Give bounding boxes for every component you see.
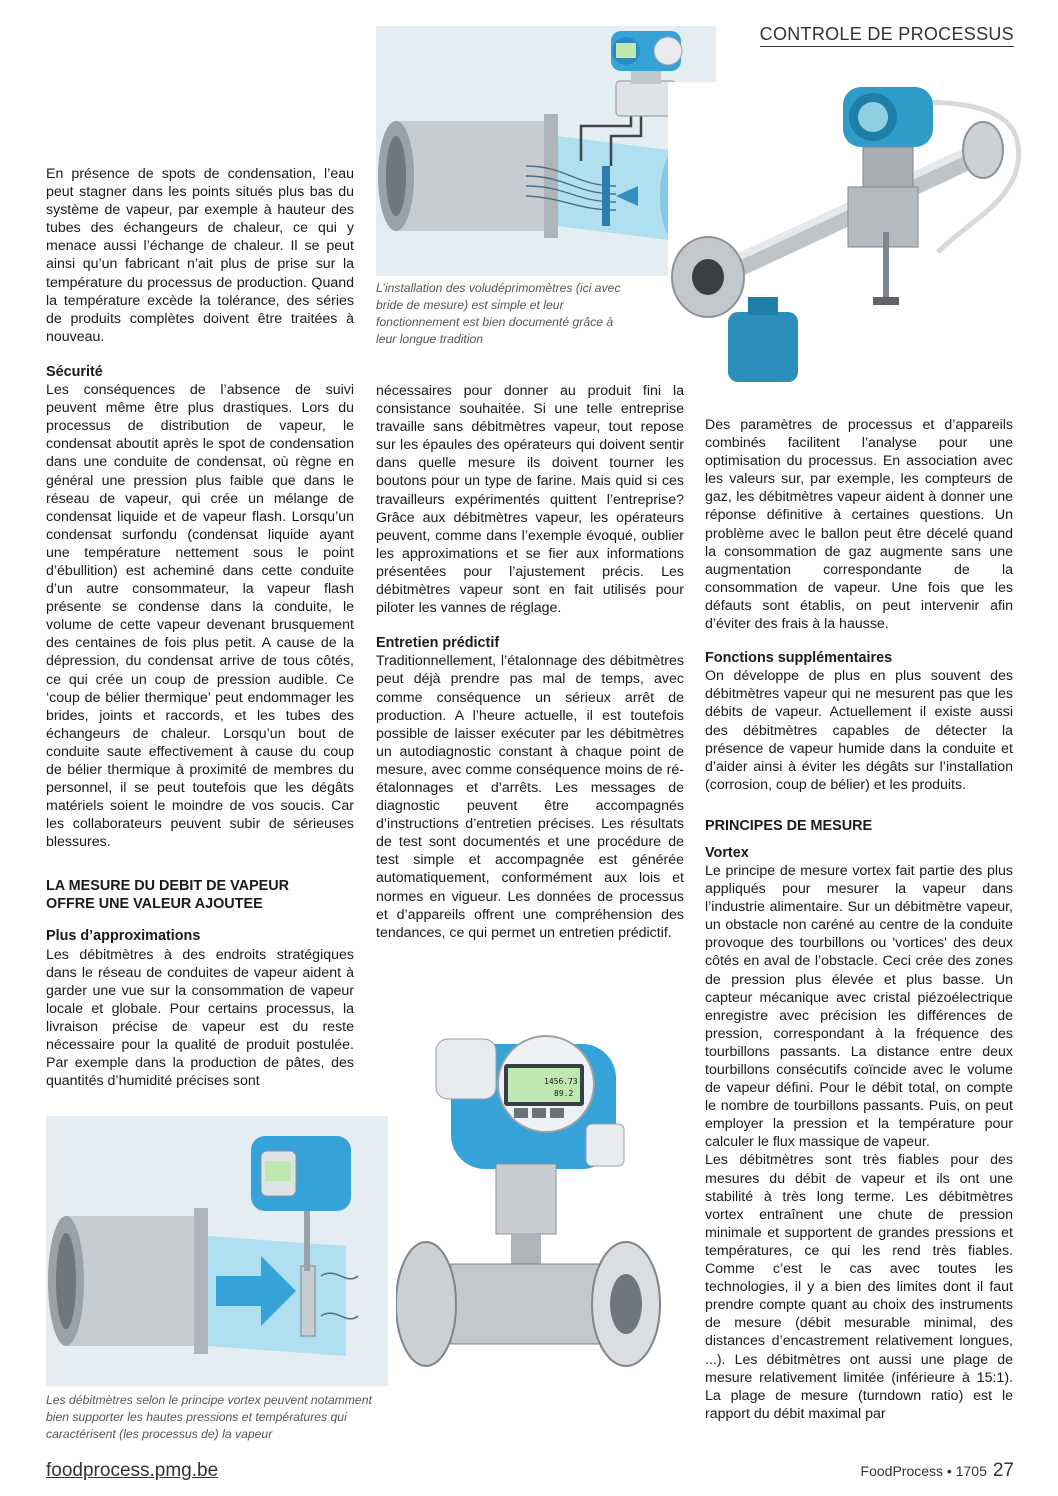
vortex-paragraph-1: Le principe de mesure vortex fait partie des plus appliqués pour mesurer la vapeur dans l’industrie alimentaire. Sur un débitmètre vapeur, un obstacle non caréné au centre de la conduite provoque des tourbillons ou 'vortices' des deux côtés en aval de l’obstacle. Ceci crée des zones de pression plus élevée et plus basse. Un capteur mécanique avec cristal piézoélectrique enregistre avec précision les différences de pression, correspondant à la fréquence des tourbillons passants. La distance entre deux tourbillons consécutifs coïncide avec le volume de vapeur défini. Pour le débit total, on compte le nombre de tourbillons passants. Puis, on peut employer la pression et la température pour calculer le flux massique de vapeur.: [705, 862, 1013, 1151]
vortex-flowmeter-photo: [396, 1024, 666, 1424]
footer-website-link[interactable]: foodprocess.pmg.be: [46, 1460, 219, 1481]
securite-heading: Sécurité: [46, 363, 103, 380]
display-reading-1: 1456.73: [544, 1077, 578, 1086]
principes-heading: PRINCIPES DE MESURE: [705, 817, 873, 834]
column-1: [46, 165, 354, 1090]
approximations-paragraph: Les débitmètres à des endroits stratégiques dans le réseau de conduites de vapeur aident à garder une vue sur la consommation de vapeur locale et globale. Pour certains processus, la livraison précise de vapeur est du reste nécessaire pour la qualité de produit postulée. Par exemple dans la production de pâtes, des quantités d’humidité précises sont: [46, 946, 354, 1090]
col3-continuation-paragraph: Des paramètres de processus et d’appareils combinés facilitent l’analyse pour une optimisation du processus. En association avec les valeurs sur, par exemple, les compteurs de gaz, les débitmètres vapeur aident à donner une réponse définitive à certaines questions. Un problème avec le ballon peut être décelé quand la consommation de gaz augmente sans une augmentation correspondante de la consommation de vapeur. Une fois que les défauts sont établis, on peut intervenir afin d’éviter des frais à la hausse.: [705, 417, 1013, 633]
top-image-caption: L’installation des voludéprimomètres (ici avec bride de mesure) est simple et leur fonctionnement est bien documenté grâce à leur longue tradition: [376, 281, 621, 346]
approximations-heading: Plus d’approximations: [46, 928, 201, 945]
fonctions-heading: Fonctions supplémentaires: [705, 650, 893, 667]
bottom-image-caption: Les débitmètres selon le principe vortex peuvent notamment bien supporter les hautes pressions et températures qui caractérisent (les processus de) la vapeur: [46, 1393, 372, 1441]
column-3: [705, 416, 1013, 1423]
intro-paragraph: En présence de spots de condensation, l’eau peut stagner dans les points situés plus bas du système de vapeur, par exemple à hauteur des tubes des échangeurs de chaleur, ce qui y menace aussi l’échange de chaleur. Il se peut ainsi qu’un fabricant n’ait plus de prise sur la température du processus de production. Quand la température excède la tolérance, des séries de produits complètes doivent être traitées à nouveau.: [46, 166, 354, 345]
fonctions-paragraph: On développe de plus en plus souvent des débitmètres vapeur qui ne mesurent pas que les débits de vapeur. Actuellement il existe aussi des débitmètres capables de détecter la présence de vapeur humide dans la conduite et d’aider ainsi à éviter les dégâts sur l’installation (corrosion, coup de bélier) et les produits.: [705, 668, 1013, 793]
vortex-diagram: [46, 1116, 388, 1386]
entretien-paragraph: Traditionnellement, l’étalonnage des débitmètres peut déjà prendre pas mal de temps, avec comme conséquence un sérieux arrêt de production. A l’heure actuelle, il est toutefois possible de laisser exécuter par les débitmètres un autodiagnostic constant à chaque point de mesure, avec comme conséquence moins de ré-étalonnages et d’arrêts. Les messages de diagnostic peuvent être accompagnés d’instructions d’entretien précises. Les résultats de test sont documentés et une procédure de test simple et accompagnée est générée automatiquement, conformément aux lois et normes en vigueur. Les données de processus et d’appareils offrent une compréhension des tendances, ce qui permet un entretien prédictif.: [376, 653, 684, 941]
section-header: CONTROLE DE PROCESSUS: [760, 24, 1014, 47]
securite-paragraph: Les conséquences de l’absence de suivi peuvent même être plus drastiques. Lors du processus de distribution de vapeur, le condensat aboutit après le spot de condensation dans une conduite de condensat, où règne en général une pression plus faible que dans le réseau de vapeur, qui crée un mélange de condensat liquide et de vapeur flash. Lorsqu’un condensat surfondu (condensat liquide ayant une température nettement sous le point d’ébullition) est acheminé dans cette conduite d’un autre consommateur, la vapeur flash présente se condense dans la conduite, le volume de cette vapeur devenant brusquement des centaines de fois plus petit. A cause de la dépression, du condensat arrive de tous côtés, ce qui crée un coup de pression audible. Ce ‘coup de bélier thermique’ peut endommager les brides, joints et raccords, et les tubes des échangeurs de chaleur. Lorsqu’un bout de conduite saute effectivement à cause du coup de bélier thermique à proximité de membres du personnel, il se peut toutefois que les dégâts matériels soient le moindre de vos soucis. Car les collaborateurs peuvent subir de sérieuses blessures.: [46, 382, 354, 851]
dp-transmitter-photo: [668, 82, 1040, 392]
section-heading-line-1: LA MESURE DU DEBIT DE VAPEUR: [46, 878, 290, 895]
entretien-heading: Entretien prédictif: [376, 635, 500, 652]
vortex-paragraph-2: Les débitmètres sont très fiables pour des mesures du débit de vapeur et ils ont une stabilité à très long terme. Les débitmètres vortex entraînent une chute de pression minimale et supportent de grandes pressions et températures, ce qui les rend très fiables. Comme c’est le cas avec toutes les technologies, il y a bien des limites dont il faut prendre compte quant au choix des instruments de mesure (débit mesurable minimal, des distances d’encastrement relativement longues, ...). Les débitmètres ont aussi une plage de mesure relativement limitée (inférieure à 15:1). La plage de mesure (turndown ratio) est le rapport du débit maximal par: [705, 1152, 1013, 1422]
orifice-diagram: [376, 26, 716, 276]
display-reading-2: 89.2: [554, 1089, 574, 1098]
footer-publication: [861, 1460, 1014, 1482]
section-heading-line-2: OFFRE UNE VALEUR AJOUTEE: [46, 896, 263, 913]
col2-continuation-paragraph: nécessaires pour donner au produit fini la consistance souhaitée. Si une telle entreprise travaille sans débitmètres vapeur, tout repose sur les épaules des opérateurs qui doivent sentir dans quelle mesure ils doivent tourner les boutons pour un type de farine. Mais quid si ces travailleurs expérimentés quittent l’entreprise? Grâce aux débitmètres vapeur, les opérateurs peuvent, comme dans l’exemple évoqué, oublier les approximations et se fier aux informations présentées pour l’ajustement précis. Les débitmètres vapeur sont en fait utilisés pour piloter les vannes de réglage.: [376, 383, 684, 617]
page-number: 27: [992, 1460, 1014, 1481]
column-2: [376, 382, 684, 942]
vortex-heading: Vortex: [705, 844, 749, 861]
footer-publication-label: FoodProcess • 1705: [860, 1463, 987, 1479]
